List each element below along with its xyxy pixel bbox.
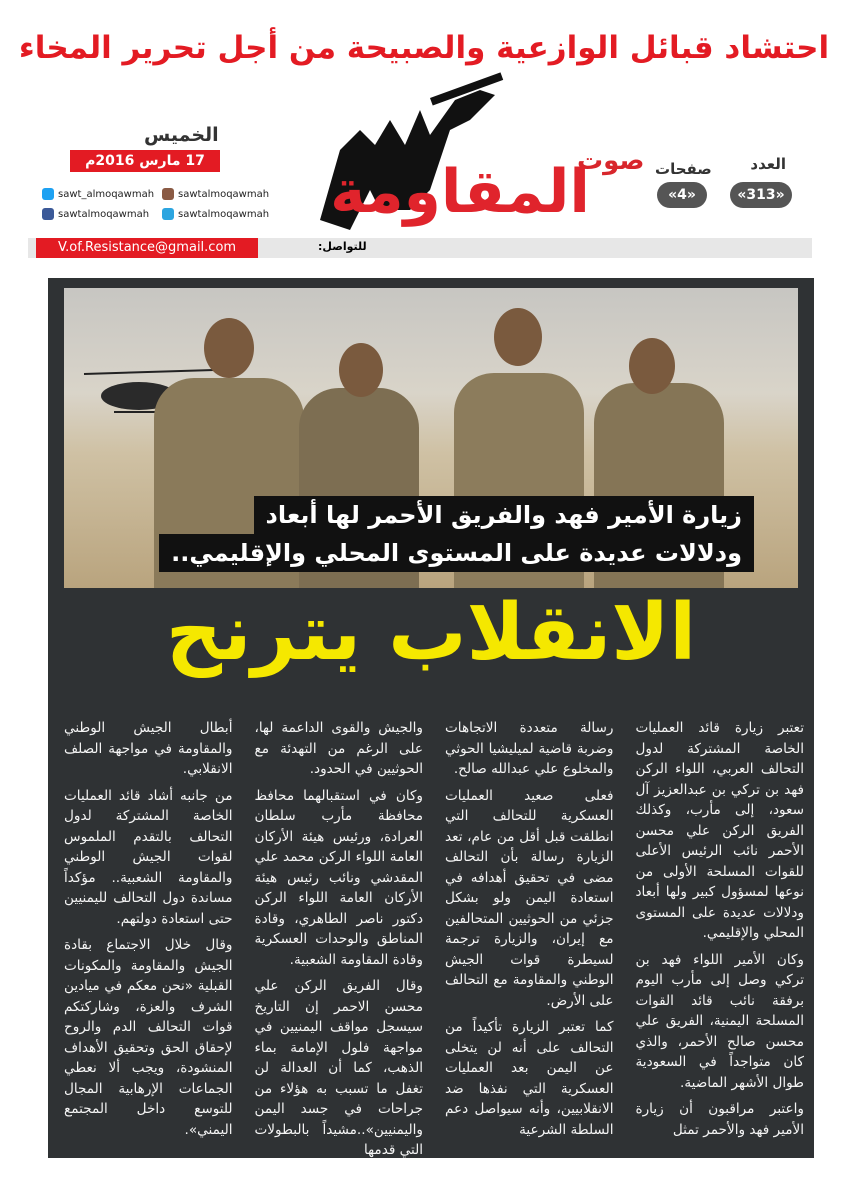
paragraph: وقال خلال الاجتماع بقادة الجيش والمقاومة والمكونات القبلية «نحن معكم في ميادين الشرف والعزة، وشاركتكم قوات التحالف الدم والروح لإحقاق الحق وتحقيق الأهداف المنشودة، ويجب ألا نعطي الجماعات الإرهابية المجال للتوسع داخل المجتمع اليمني». (64, 937, 233, 1138)
logo-sawt: صوت (577, 146, 645, 176)
paragraph: من جانبه أشاد قائد العمليات الخاصة المشتركة لدول التحالف بالتقدم الملموس لقوات الجيش الوطني والمقاومة الشعبية.. مؤكداً مساندة دول التحالف لليمنيين حتى استعادة دولتهم. (64, 787, 233, 927)
twitter-handle: sawt_almoqawmah (58, 188, 155, 200)
feature-story (48, 278, 814, 1158)
instagram-icon (162, 188, 174, 200)
masthead (40, 90, 810, 240)
paragraph: كما تعتبر الزيارة تأكيداً من التحالف على أنه لن يتخلى عن اليمن بعد العمليات العسكرية التي نفذها ضد الانقلابيين، وأنه سيواصل دعم السلطة الشرعية (445, 1019, 614, 1138)
paragraph: تعتبر زيارة قائد العمليات الخاصة المشتركة لدول التحالف العربي، اللواء الركن فهد بن تركي بن عبدالعزيز آل سعود، إلى مأرب، وكذلك الفريق الركن علي محسن الأحمر نائب الرئيس الأعلى للقوات المسلحة الأولى من نوعها لمسؤول كبير ولها أبعاد ودلالات عديدة على المستوى المحلي والإقليمي. (635, 720, 804, 941)
article-body (64, 718, 804, 1158)
social-facebook[interactable] (42, 208, 149, 220)
social-telegram[interactable] (162, 208, 269, 220)
pages-label: صفحات (655, 160, 712, 178)
paragraph: واعتبر مراقبون أن زيارة الأمير فهد والأحمر تمثل (635, 1101, 804, 1138)
weekday: الخميس (144, 124, 219, 146)
person-head (494, 308, 542, 366)
article-column-3 (254, 718, 424, 1158)
social-twitter[interactable] (42, 188, 154, 200)
contact-bar (28, 238, 812, 258)
paragraph: وكان الأمير اللواء فهد بن تركي وصل إلى مأرب اليوم برفقة نائب قائد القوات المسلحة اليمنية، الفريق علي محسن صالح الأحمر، والذي كان متواجداً في السعودية طوال الأشهر الماضية. (635, 951, 804, 1091)
telegram-handle: sawtalmoqawmah (178, 208, 270, 220)
contact-label: للتواصل: (318, 240, 367, 253)
paragraph: أبطال الجيش الوطني والمقاومة في مواجهة الصلف الانقلابي. (64, 720, 233, 777)
front-page-headline: احتشاد قبائل الوازعية والصبيحة من أجل تحرير المخاء (18, 30, 830, 66)
paragraph: وكان في استقبالهما محافظ محافظة مأرب سلطان العرادة، ورئيس هيئة الأركان العامة اللواء الركن محمد علي المقدشي ونائب رئيس هيئة الأركان العامة اللواء الركن دكتور ناصر الطاهري، وقادة المناطق والوحدات العسكرية وقادة المقاومة الشعبية. (254, 787, 423, 968)
paragraph: والجيش والقوى الداعمة لها، على الرغم من التهدئة مع الحوثيين في الحدود. (254, 720, 423, 777)
telegram-icon (162, 208, 174, 220)
article-column-2 (445, 718, 614, 1138)
paragraph: وقال الفريق الركن علي محسن الاحمر إن التاريخ سيسجل مواقف اليمنيين في مواجهة فلول الإمامة بماء الذهب، كما أن العدالة لن تغفل ما تسبب به هؤلاء من جراحات في جسد اليمن واليمنيين»..مشيداً بالبطولات التي قدمها (254, 978, 423, 1158)
article-column-4 (64, 718, 233, 1138)
issue-label: العدد (750, 155, 786, 173)
article-column-1 (636, 718, 805, 1138)
issue-date: 17 مارس 2016م (70, 150, 220, 172)
pages-count-badge: «4» (657, 182, 707, 208)
paragraph: فعلى صعيد العمليات العسكرية للتحالف التي انطلقت قبل أقل من عام، تعد الزيارة رسالة بأن التحالف مضى في تحقيق أهدافه في استعادة اليمن ولو بشكل جزئي من الحوثيين المتحالفين مع إيران، والزيارة ترجمة لسيطرة قوات الجيش الوطني والمقاومة مع التحالف على الأرض. (445, 787, 614, 1009)
social-instagram[interactable] (162, 188, 269, 200)
contact-email[interactable]: V.of.Resistance@gmail.com (36, 238, 258, 258)
feature-caption-line-2: ودلالات عديدة على المستوى المحلي والإقليمي.. (159, 534, 754, 572)
person-head (629, 338, 675, 394)
person-head (204, 318, 254, 378)
feature-caption-line-1: زيارة الأمير فهد والفريق الأحمر لها أبعاد (254, 496, 754, 534)
instagram-handle: sawtalmoqawmah (178, 188, 270, 200)
feature-main-title: الانقلاب يترنح (165, 588, 697, 678)
paragraph: رسالة متعددة الاتجاهات وضربة قاضية لميليشيا الحوثي والمخلوع علي عبدالله صالح. (445, 720, 614, 777)
issue-number-badge: «313» (730, 182, 792, 208)
twitter-icon (42, 188, 54, 200)
facebook-icon (42, 208, 54, 220)
logo-almoqawmah: المقاومة (330, 157, 590, 227)
person-head (339, 343, 383, 397)
facebook-handle: sawtalmoqawmah (58, 208, 150, 220)
